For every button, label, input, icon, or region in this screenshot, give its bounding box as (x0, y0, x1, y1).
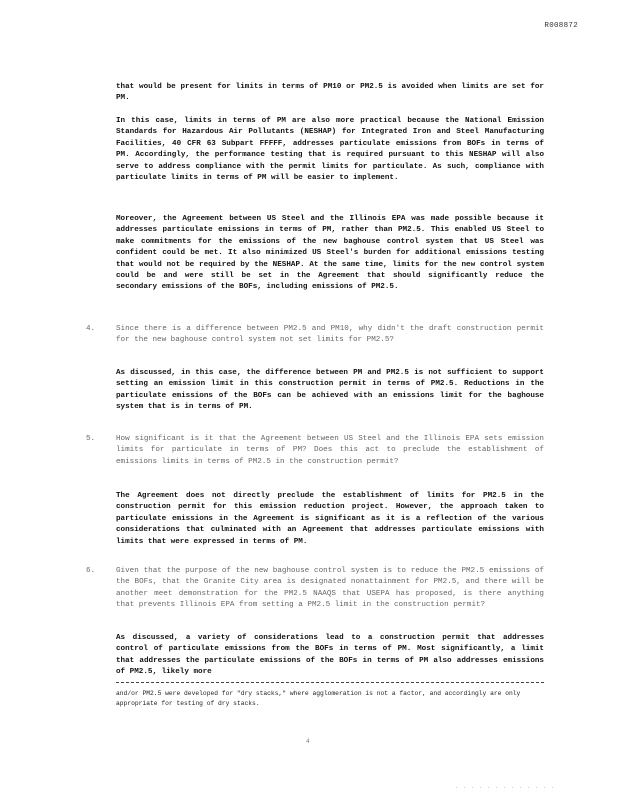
question-number-4: 4. (86, 325, 96, 333)
answer-5: The Agreement does not directly preclude the establishment of limits for PM2.5 in the construction permit for this emission reduction project. However, the approach taken to particulate emissions in the Agreement is significant as it is a reflection of the various considerations that culminated with an Agreement that addresses particulate emissions with limits that were expressed in terms of PM. (116, 492, 544, 546)
answer-4: As discussed, in this case, the difference between PM and PM2.5 is not sufficient to support setting an emission limit in this construction permit in terms of PM2.5. Reductions in the particulate emissions of the BOFs can be achieved with an emissions limit for the baghouse system that is in terms of PM. (116, 369, 544, 412)
question-6: Given that the purpose of the new baghouse control system is to reduce the PM2.5 emissions of the BOFs, that the Granite City area is designated nonattainment for PM2.5, and there will be another meet demonstration for the PM2.5 NAAQS that USEPA has proposed, is there anything that prevents Illinois EPA from setting a PM2.5 limit in the construction permit? (116, 567, 544, 610)
question-5: How significant is it that the Agreement between US Steel and the Illinois EPA sets emission limits for particulate in terms of PM? Does this act to preclude the establishment of emissions limits in terms of PM2.5 in the construction permit? (116, 435, 544, 466)
question-number-5: 5. (86, 435, 96, 443)
answer-6: As discussed, a variety of considerations lead to a construction permit that addresses control of particulate emissions from the BOFs in terms of PM. Most significantly, a limit that addresses the particulate emissions of the BOFs in terms of PM also addresses emissions of PM2.5, likely more (116, 634, 544, 677)
question-number-6: 6. (86, 567, 96, 575)
page-number: 4 (306, 738, 310, 745)
question-4: Since there is a difference between PM2.5 and PM10, why didn't the draft construction permit for the new baghouse control system not set limits for PM2.5? (116, 325, 544, 345)
scan-marks: . . . . . . . . . . . . . (455, 784, 556, 790)
paragraph-continuation: that would be present for limits in terms of PM10 or PM2.5 is avoided when limits are set for PM. (116, 83, 544, 103)
footnote-divider (116, 682, 544, 683)
document-code: R008872 (544, 22, 578, 30)
paragraph-neshap: In this case, limits in terms of PM are also more practical because the National Emission Standards for Hazardous Air Pollutants (NESHAP) for Integrated Iron and Steel Manufacturing Facilities, 40 CFR 63 Subpart FFFFF, addresses particulate emissions from BOFs in terms of PM. Accordingly, the performance testing that is required pursuant to this NESHAP will also serve to address compliance with the permit limits for particulate. As such, compliance with particulate limits in terms of PM will be easier to implement. (116, 117, 544, 183)
footnote: and/or PM2.5 were developed for "dry stacks," where agglomeration is not a factor, and accordingly are only appropriate for testing of dry stacks. (116, 690, 521, 707)
paragraph-agreement: Moreover, the Agreement between US Steel and the Illinois EPA was made possible because it addresses particulate emissions in terms of PM, rather than PM2.5. This enabled US Steel to make commitments for the emissions of the new baghouse control system that US Steel was confident could be met. It also minimized US Steel's burden for additional emissions testing that would not be required by the NESHAP. At the same time, limits for the new control system could be and were still be set in the Agreement that should significantly reduce the secondary emissions of the BOFs, including emissions of PM2.5. (116, 215, 544, 292)
